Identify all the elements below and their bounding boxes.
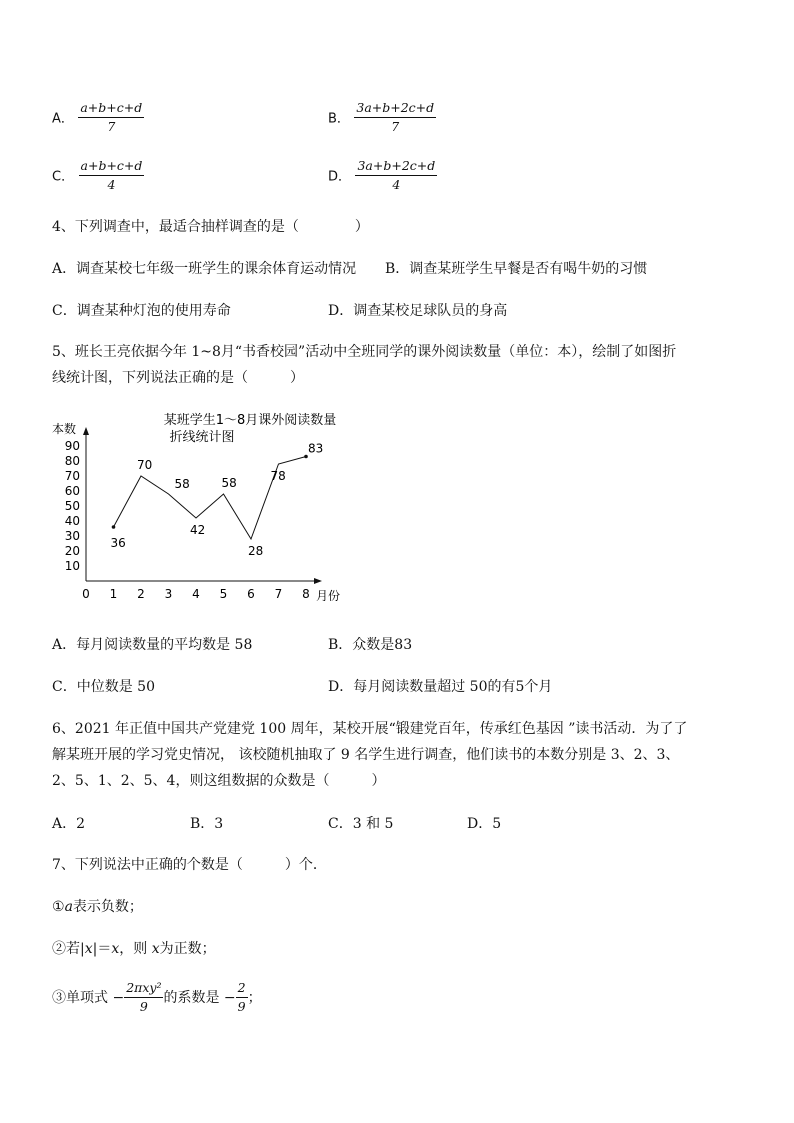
q3-option-d — [328, 158, 437, 192]
math-var: x — [111, 941, 120, 957]
denominator: 4 — [107, 176, 116, 192]
x-axis-label: 月份 — [316, 589, 341, 603]
q5-option-d: D．每月阅读数量超过 50的有5个月 — [328, 679, 553, 695]
option-label: D． — [328, 169, 352, 185]
data-label: 58 — [221, 476, 237, 490]
fraction — [236, 980, 248, 1014]
numerator: 3a+b+2c+d — [354, 100, 436, 118]
option-label: B． — [328, 111, 350, 127]
chart-title: 某班学生1～8月课外阅读数量 — [163, 413, 337, 428]
x-axis-arrow — [314, 578, 322, 584]
data-label: 28 — [248, 544, 264, 558]
q6-option-b: B．3 — [190, 816, 224, 832]
q4-option-b: B．调查某班学生早餐是否有喝牛奶的习惯 — [385, 261, 648, 277]
x-tick-label: 2 — [137, 587, 145, 601]
fraction — [79, 158, 145, 192]
q3-option-b — [328, 100, 436, 134]
q6-option-a: A．2 — [52, 816, 86, 832]
math-var: a — [64, 899, 73, 915]
option-label: C． — [52, 169, 75, 185]
q4-option-a: A．调查某校七年级一班学生的课余体育运动情况 — [52, 261, 357, 277]
q6-line1: 6、2021 年正值中国共产党建党 100 周年，某校开展“锻建党百年，传承红色基因 ”读书活动．为了了 — [52, 721, 688, 737]
q7-stem: 7、下列说法中正确的个数是（ ）个． — [52, 857, 327, 873]
fraction — [354, 100, 436, 134]
y-tick-label: 10 — [64, 559, 80, 573]
q3-option-a — [52, 100, 144, 134]
numerator: 3a+b+2c+d — [355, 158, 437, 176]
q6-option-d: D．5 — [467, 816, 502, 832]
denominator: 4 — [392, 176, 401, 192]
data-label: 83 — [308, 441, 324, 456]
y-tick-label: 70 — [64, 469, 80, 483]
q5-stem-line2: 线统计图，下列说法正确的是（ ） — [52, 370, 304, 386]
item-text: ③单项式 − — [52, 990, 125, 1007]
y-axis-arrow — [83, 427, 89, 435]
denominator: 7 — [391, 118, 400, 134]
denominator: 9 — [237, 998, 246, 1014]
q4-option-d: D．调查某校足球队员的身高 — [328, 303, 508, 319]
y-tick-label: 30 — [64, 529, 80, 543]
y-tick-label: 80 — [64, 454, 80, 468]
q6-line3: 2、5、1、2、5、4，则这组数据的众数是（ ） — [52, 773, 386, 789]
numerator: 2πxy² — [124, 980, 163, 998]
x-tick-label: 0 — [82, 587, 90, 601]
q5-option-c: C．中位数是 50 — [52, 679, 155, 695]
data-label: 78 — [270, 469, 286, 483]
x-tick-label: 3 — [164, 587, 173, 601]
math-eq: ＝ — [97, 941, 112, 957]
x-tick-label: 8 — [302, 587, 310, 601]
y-tick-label: 50 — [64, 499, 80, 513]
q7-item1 — [52, 896, 143, 916]
math-abs: |x| — [80, 941, 98, 957]
y-tick-label: 60 — [64, 484, 80, 498]
item-number: ① — [52, 899, 65, 915]
data-label: 70 — [137, 458, 153, 472]
item-text: 的系数是 − — [163, 990, 236, 1007]
item-text: ； — [247, 990, 262, 1007]
numerator: a+b+c+d — [79, 158, 145, 176]
item-text: ，则 — [119, 941, 152, 957]
q6-line2: 解某班开展的学习党史情况， 该校随机抽取了 9 名学生进行调查，他们读书的本数分别是 3、2、3、 — [52, 747, 680, 763]
q5-stem-line1: 5、班长王亮依据今年 1~8月“书香校园”活动中全班同学的课外阅读数量（单位：本），绘制了如图折 — [52, 344, 677, 360]
item-text: 为正数； — [159, 941, 216, 957]
denominator: 7 — [107, 118, 116, 134]
q7-item2 — [52, 938, 216, 958]
data-point — [112, 525, 116, 529]
fraction — [355, 158, 437, 192]
line-chart — [48, 405, 358, 605]
y-tick-label: 20 — [64, 544, 80, 558]
q5-option-a: A．每月阅读数量的平均数是 58 — [52, 637, 253, 653]
data-label: 42 — [190, 523, 206, 537]
x-tick-label: 6 — [247, 587, 255, 601]
y-axis-label: 本数 — [52, 422, 77, 436]
q5-option-b: B．众数是83 — [328, 637, 413, 653]
numerator: 2 — [236, 980, 248, 998]
x-tick-label: 1 — [109, 587, 118, 601]
q4-stem: 4、下列调查中，最适合抽样调查的是（ ） — [52, 219, 369, 235]
option-label: A． — [52, 111, 74, 127]
y-tick-label: 40 — [64, 514, 80, 528]
q4-option-c: C．调查某种灯泡的使用寿命 — [52, 303, 231, 319]
y-tick-label: 90 — [64, 439, 80, 453]
q7-item3 — [52, 980, 262, 1014]
chart-subtitle: 折线统计图 — [169, 430, 235, 445]
q3-option-c — [52, 158, 144, 192]
numerator: a+b+c+d — [78, 100, 144, 118]
data-label: 36 — [110, 536, 126, 550]
denominator: 9 — [139, 998, 148, 1014]
item-text: ②若 — [52, 941, 80, 957]
x-tick-label: 7 — [274, 587, 283, 601]
item-text: 表示负数； — [72, 899, 143, 915]
fraction — [78, 100, 144, 134]
x-tick-label: 5 — [219, 587, 228, 601]
data-label: 58 — [174, 477, 190, 491]
fraction — [124, 980, 163, 1014]
q6-option-c: C．3 和 5 — [328, 816, 394, 832]
math-var: x — [151, 941, 160, 957]
x-tick-label: 4 — [192, 587, 200, 601]
